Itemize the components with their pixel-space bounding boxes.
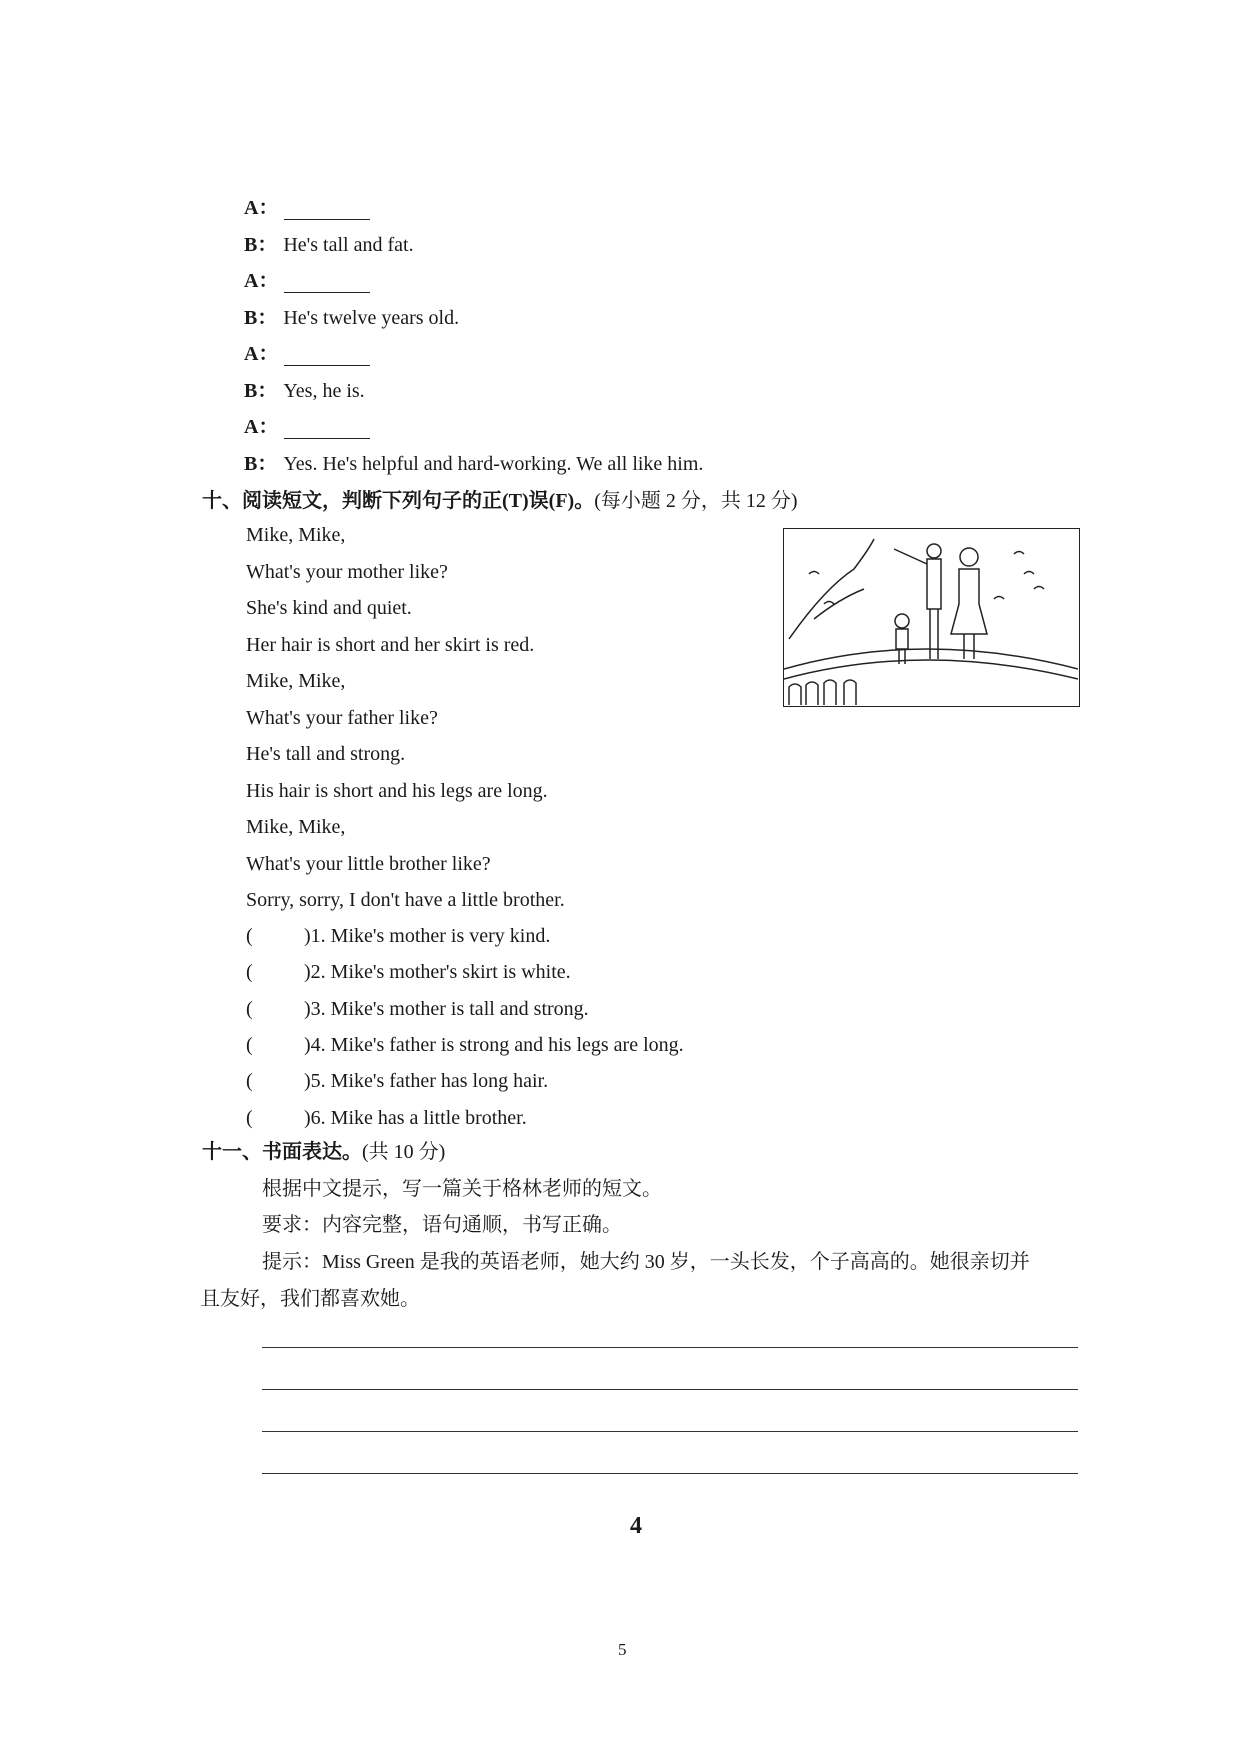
speaker-label: A： [244,197,279,219]
speaker-label: B： [244,233,278,256]
answer-paren[interactable]: ( [246,997,253,1020]
dialogue-line [244,196,370,220]
passage-line: Mike, Mike, [246,816,346,838]
writing-line[interactable] [262,1473,1078,1474]
dialogue-line [244,233,414,257]
speaker-label: B： [244,379,278,402]
dialogue-text: Yes, he is. [283,379,365,402]
statement-text: )3. Mike's mother is tall and strong. [304,997,589,1020]
speaker-label: A： [244,270,279,292]
passage-line: Her hair is short and her skirt is red. [246,633,535,656]
dialogue-line [244,269,370,293]
section-10-title: 十、阅读短文，判断下列句子的正(T)误(F)。 [202,490,595,512]
family-illustration [783,528,1080,707]
statement-item [246,924,550,948]
answer-paren[interactable]: ( [246,1106,253,1129]
answer-paren[interactable]: ( [246,1033,253,1056]
instruction-1: 根据中文提示，写一篇关于格林老师的短文。 [262,1178,662,1200]
answer-blank[interactable] [284,420,370,439]
answer-paren[interactable]: ( [246,925,253,947]
dialogue-line [244,306,459,330]
statement-text: )1. Mike's mother is very kind. [304,925,551,947]
writing-line[interactable] [262,1347,1078,1348]
page-number-bold: 4 [630,1513,642,1539]
writing-line[interactable] [262,1431,1078,1432]
passage-line: Sorry, sorry, I don't have a little brother. [246,889,565,911]
passage-line: His hair is short and his legs are long. [246,779,548,802]
family-on-bridge-image [784,529,1078,705]
dialogue-text: Yes. He's helpful and hard-working. We all like him. [283,452,704,475]
section-10-heading [202,489,798,513]
writing-line[interactable] [262,1389,1078,1390]
dialogue-text: He's twelve years old. [283,306,460,329]
statement-item [246,997,589,1021]
section-11-score: (共 10 分) [362,1141,446,1163]
dialogue-text: He's tall and fat. [283,233,414,256]
dialogue-line [244,379,365,403]
speaker-label: A： [244,416,279,438]
speaker-label: A： [244,343,279,365]
instruction-2: 要求：内容完整，语句通顺，书写正确。 [262,1214,622,1236]
answer-paren[interactable]: ( [246,961,253,984]
answer-paren[interactable]: ( [246,1070,253,1093]
passage-line: What's your mother like? [246,560,448,583]
statement-text: )6. Mike has a little brother. [304,1106,527,1129]
passage-line: Mike, Mike, [246,524,346,546]
section-11-title: 十一、书面表达。 [202,1141,362,1163]
statement-item [246,960,571,984]
section-11-heading [202,1140,445,1164]
dialogue-line [244,452,703,476]
statement-text: )5. Mike's father has long hair. [304,1070,549,1093]
answer-blank[interactable] [284,274,370,293]
statement-item [246,1033,684,1057]
answer-blank[interactable] [284,201,370,220]
dialogue-line [244,415,370,439]
page-number-footer: 5 [618,1640,627,1659]
speaker-label: B： [244,452,278,475]
instruction-continuation: 且友好，我们都喜欢她。 [200,1288,420,1310]
dialogue-line [244,342,370,366]
speaker-label: B： [244,306,278,329]
answer-blank[interactable] [284,347,370,366]
passage-line: What's your little brother like? [246,852,491,875]
passage-line: What's your father like? [246,706,438,729]
passage-line: She's kind and quiet. [246,597,412,619]
statement-text: )4. Mike's father is strong and his legs are long. [304,1033,684,1056]
passage-line: He's tall and strong. [246,743,406,765]
statement-item [246,1106,527,1130]
instruction-3: 提示：Miss Green 是我的英语老师，她大约 30 岁，一头长发，个子高高的。她很亲切并 [262,1251,1030,1273]
statement-item [246,1069,548,1093]
passage-line: Mike, Mike, [246,670,346,692]
section-10-score: (每小题 2 分，共 12 分) [594,490,798,512]
statement-text: )2. Mike's mother's skirt is white. [304,961,571,984]
